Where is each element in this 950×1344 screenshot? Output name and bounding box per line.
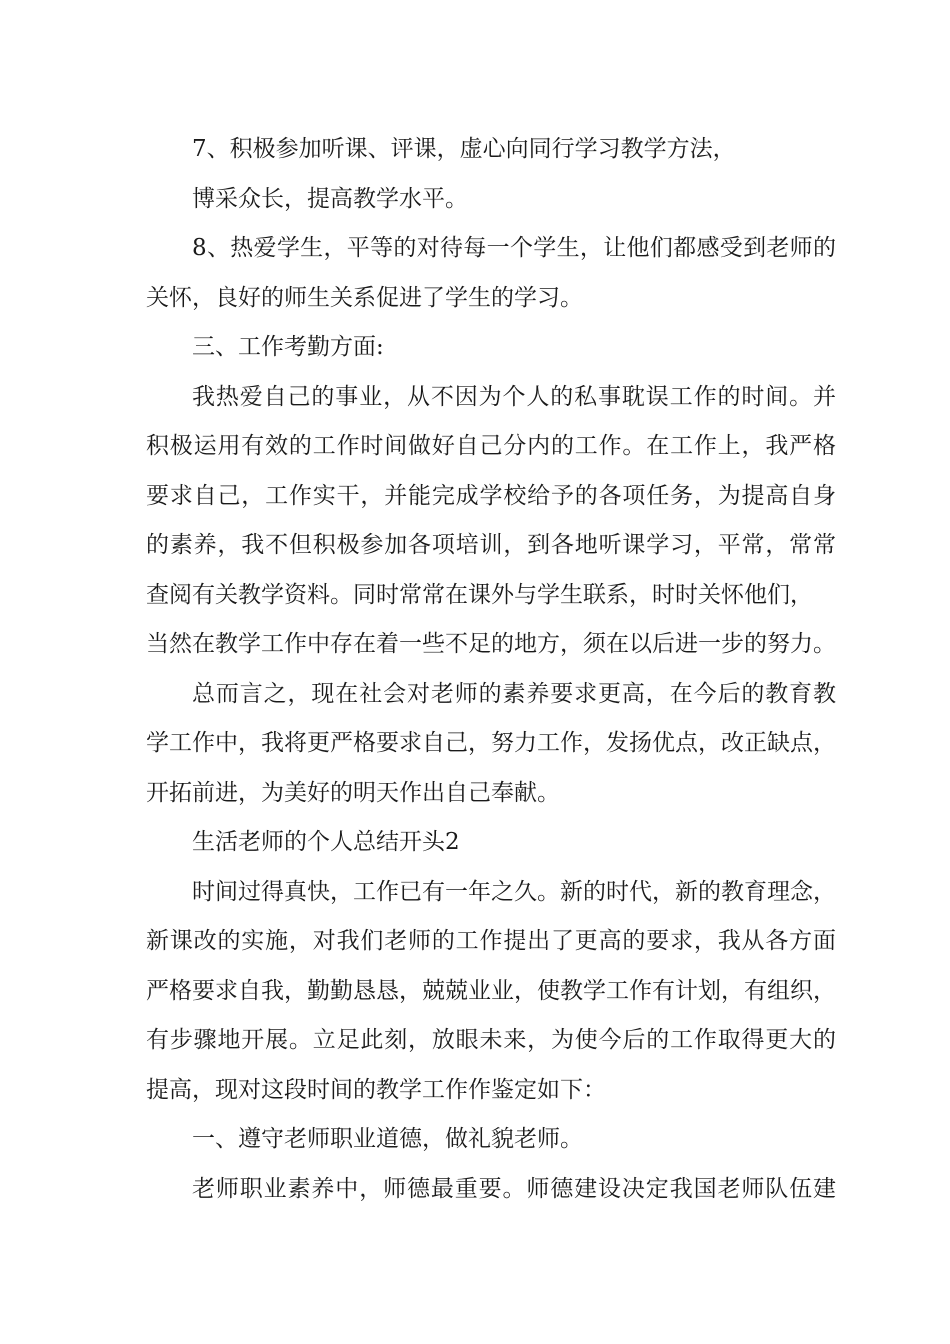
- paragraph-line: 博采众长，提高教学水平。: [192, 185, 468, 212]
- paragraph-line: 关怀，良好的师生关系促进了学生的学习。: [146, 284, 583, 311]
- paragraph-line: 我热爱自己的事业，从不因为个人的私事耽误工作的时间。并: [192, 383, 836, 410]
- paragraph-line: 严格要求自我，勤勤恳恳，兢兢业业，使教学工作有计划，有组织，: [146, 977, 836, 1004]
- paragraph-line: 查阅有关教学资料。同时常常在课外与学生联系，时时关怀他们，: [146, 581, 813, 608]
- paragraph-line: 7、积极参加听课、评课，虚心向同行学习教学方法，: [192, 136, 736, 162]
- paragraph-line: 当然在教学工作中存在着一些不足的地方，须在以后进一步的努力。: [146, 631, 836, 657]
- document-body: [146, 125, 836, 1214]
- section-heading: 三、工作考勤方面:: [192, 334, 384, 360]
- paragraph-line: 积极运用有效的工作时间做好自己分内的工作。在工作上，我严格: [146, 433, 836, 459]
- paragraph-line: 提高，现对这段时间的教学工作作鉴定如下：: [146, 1076, 606, 1103]
- paragraph-line: 时间过得真快，工作已有一年之久。新的时代，新的教育理念，: [192, 878, 836, 905]
- paragraph-line: 总而言之，现在社会对老师的素养要求更高，在今后的教育教: [192, 680, 836, 707]
- section-heading: 生活老师的个人总结开头2: [192, 829, 460, 855]
- paragraph-line: 老师职业素养中，师德最重要。师德建设决定我国老师队伍建: [192, 1175, 836, 1202]
- paragraph-line: 新课改的实施，对我们老师的工作提出了更高的要求，我从各方面: [146, 928, 836, 954]
- paragraph-line: 开拓前进，为美好的明天作出自己奉献。: [146, 779, 560, 806]
- section-heading: 一、遵守老师职业道德，做礼貌老师。: [192, 1126, 583, 1152]
- paragraph-line: 学工作中，我将更严格要求自己，努力工作，发扬优点，改正缺点，: [146, 730, 836, 756]
- paragraph-line: 8、热爱学生，平等的对待每一个学生，让他们都感受到老师的: [192, 235, 836, 261]
- paragraph-line: 要求自己，工作实干，并能完成学校给予的各项任务，为提高自身: [146, 482, 836, 509]
- paragraph-line: 的素养，我不但积极参加各项培训，到各地听课学习，平常，常常: [146, 532, 836, 558]
- paragraph-line: 有步骤地开展。立足此刻，放眼未来，为使今后的工作取得更大的: [146, 1027, 836, 1053]
